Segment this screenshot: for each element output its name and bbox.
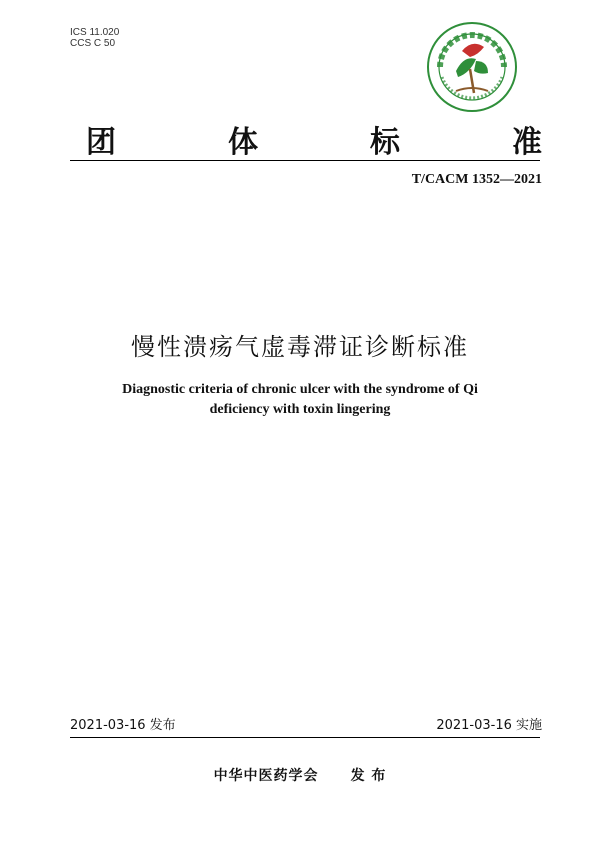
english-title [60,380,540,420]
implementation-date: 2021-03-16 实施 [436,718,542,733]
english-title-line-2: deficiency with toxin lingering [209,402,391,417]
group-standard-char-1: 团 [86,125,116,160]
publisher-organization: 中华中医药学会 [213,768,319,784]
header-divider [70,160,540,161]
chinese-title: 慢性溃疡气虚毒滞证诊断标准 [131,333,469,361]
publisher-line [0,765,600,785]
group-standard-char-4: 准 [512,125,542,160]
classification-codes [70,27,119,49]
group-standard-char-3: 标 [370,125,400,160]
publish-action: 发 布 [350,768,387,784]
footer-divider [70,737,540,738]
ccs-code: CCS C 50 [70,38,116,49]
standard-code: T/CACM 1352—2021 [411,172,542,187]
release-date: 2021-03-16 发布 [70,718,176,733]
ics-code: ICS 11.020 [70,27,120,38]
english-title-line-1: Diagnostic criteria of chronic ulcer with the syndrome of Qi [122,382,478,397]
group-standard-char-2: 体 [228,125,258,160]
association-logo [426,21,518,113]
